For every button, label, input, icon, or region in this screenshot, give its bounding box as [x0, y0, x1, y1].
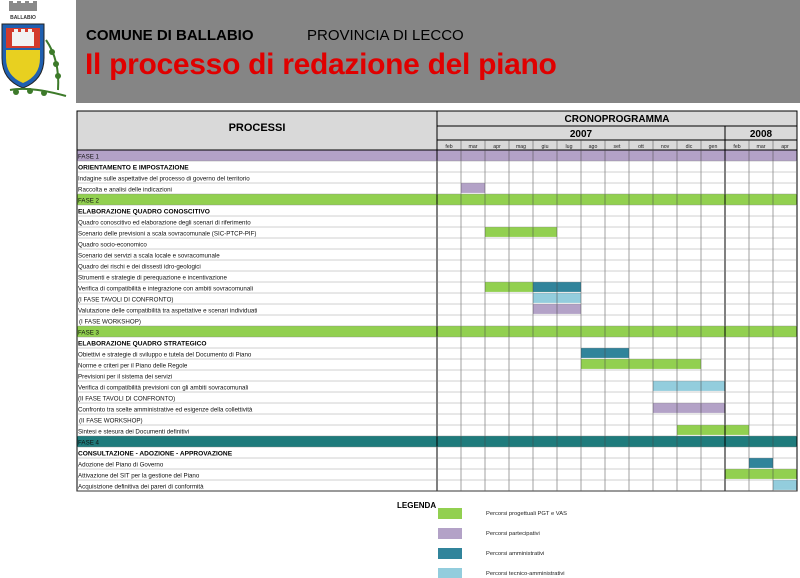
month-label: lug — [565, 144, 573, 150]
processi-label: PROCESSI — [228, 122, 286, 134]
section-header: ELABORAZIONE QUADRO STRATEGICO — [78, 340, 207, 348]
process-label: (II FASE WORKSHOP) — [79, 417, 143, 425]
process-label: Valutazione delle compatibilità tra aspettative e scenari individuati — [78, 307, 258, 315]
section-header: ELABORAZIONE QUADRO CONOSCITIVO — [78, 208, 210, 216]
process-label: Strumenti e strategie di perequazione e incentivazione — [78, 274, 227, 282]
process-label: Acquisizione definitiva dei pareri di conformità — [78, 483, 204, 491]
phase-band-right — [437, 194, 797, 205]
month-label: mag — [515, 144, 527, 150]
month-label: feb — [445, 144, 453, 150]
process-label: (II FASE TAVOLI DI CONFRONTO) — [78, 395, 176, 403]
gantt-bar — [653, 381, 725, 391]
phase-band-right — [437, 326, 797, 337]
process-label: Sintesi e stesura dei Documenti definitivi — [78, 428, 190, 436]
phase-band-right — [437, 150, 797, 161]
year-label: 2008 — [749, 129, 773, 140]
process-label: Indagine sulle aspettative del processo di governo del territorio — [78, 175, 250, 183]
month-label: ott — [638, 144, 644, 150]
gantt-bar — [581, 359, 701, 369]
legend-label: Percorsi partecipativi — [486, 531, 540, 537]
legend-label: Percorsi tecnico-amministrativi — [486, 571, 565, 577]
month-label: dic — [685, 144, 693, 150]
month-label: mar — [756, 144, 766, 150]
section-header: CONSULTAZIONE - ADOZIONE - APPROVAZIONE — [78, 450, 233, 458]
legend-swatch — [438, 528, 462, 539]
gantt-bar — [725, 469, 797, 479]
page-title: Il processo di redazione del piano — [85, 48, 557, 81]
section-header: ORIENTAMENTO E IMPOSTAZIONE — [78, 164, 189, 172]
month-label: giu — [541, 144, 549, 150]
phase-band-left — [77, 436, 437, 447]
month-label: ago — [588, 144, 598, 150]
legend — [397, 501, 567, 578]
month-label: gen — [708, 144, 718, 150]
process-label: Obiettivi e strategie di sviluppo e tutela del Documento di Piano — [78, 351, 252, 359]
process-label: Quadro conoscitivo ed elaborazione degli scenari di riferimento — [78, 219, 251, 227]
process-label: (I FASE WORKSHOP) — [79, 318, 141, 326]
legend-swatch — [438, 548, 462, 559]
process-label: Adozione del Piano di Governo — [78, 461, 164, 469]
phase-label: FASE 2 — [78, 197, 99, 205]
phase-label: FASE 1 — [78, 153, 99, 161]
process-label: Scenario delle previsioni a scala sovracomunale (SIC-PTCP-PIF) — [78, 230, 257, 238]
process-label: Verifica di compatibilità previsioni con gli ambiti sovracomunali — [78, 384, 249, 392]
month-label: apr — [493, 144, 501, 150]
legend-swatch — [438, 568, 462, 578]
phase-band-left — [77, 194, 437, 205]
month-label: mar — [468, 144, 478, 150]
provincia-label: PROVINCIA DI LECCO — [307, 27, 464, 44]
gantt-bar — [485, 227, 557, 237]
phase-label: FASE 3 — [78, 329, 99, 337]
year-label: 2007 — [569, 129, 593, 140]
gantt-bar — [749, 458, 773, 468]
process-label: Raccolta e analisi delle indicazioni — [78, 186, 172, 194]
comune-label: COMUNE DI BALLABIO — [86, 27, 254, 44]
gantt-bar — [461, 183, 485, 193]
process-label: Scenario dei servizi a scala locale e sovracomunale — [78, 252, 220, 260]
gantt-bar — [773, 480, 797, 490]
process-label: (I FASE TAVOLI DI CONFRONTO) — [78, 296, 174, 304]
process-label: Quadro socio-economico — [78, 241, 147, 249]
phase-band-left — [77, 150, 437, 161]
legend-title: LEGENDA — [397, 501, 437, 510]
month-label: apr — [781, 144, 789, 150]
legend-label: Percorsi amministrativi — [486, 551, 545, 557]
legend-label: Percorsi progettuali PGT e VAS — [486, 511, 567, 517]
gantt-bar — [677, 425, 749, 435]
process-label: Verifica di compatibilità e integrazione con ambiti sovracomunali — [78, 285, 254, 293]
process-label: Norme e criteri per il Piano delle Regole — [78, 362, 188, 370]
logo-caption: BALLABIO — [10, 15, 36, 21]
gantt-bar — [653, 403, 725, 413]
phase-band-left — [77, 326, 437, 337]
month-label: nov — [660, 144, 670, 150]
cronoprogramma-label: CRONOPROGRAMMA — [564, 114, 670, 125]
process-label: Attivazione del SIT per la gestione del Piano — [78, 472, 200, 480]
month-label: feb — [733, 144, 741, 150]
month-label: set — [613, 144, 621, 150]
legend-swatch — [438, 508, 462, 519]
process-label: Quadro dei rischi e dei dissesti idro-geologici — [78, 263, 201, 271]
process-label: Previsioni per il sistema dei servizi — [78, 373, 173, 381]
process-label: Confronto tra scelte amministrative ed esigenze della collettività — [78, 406, 253, 414]
phase-band-right — [437, 436, 797, 447]
phase-label: FASE 4 — [78, 439, 99, 447]
